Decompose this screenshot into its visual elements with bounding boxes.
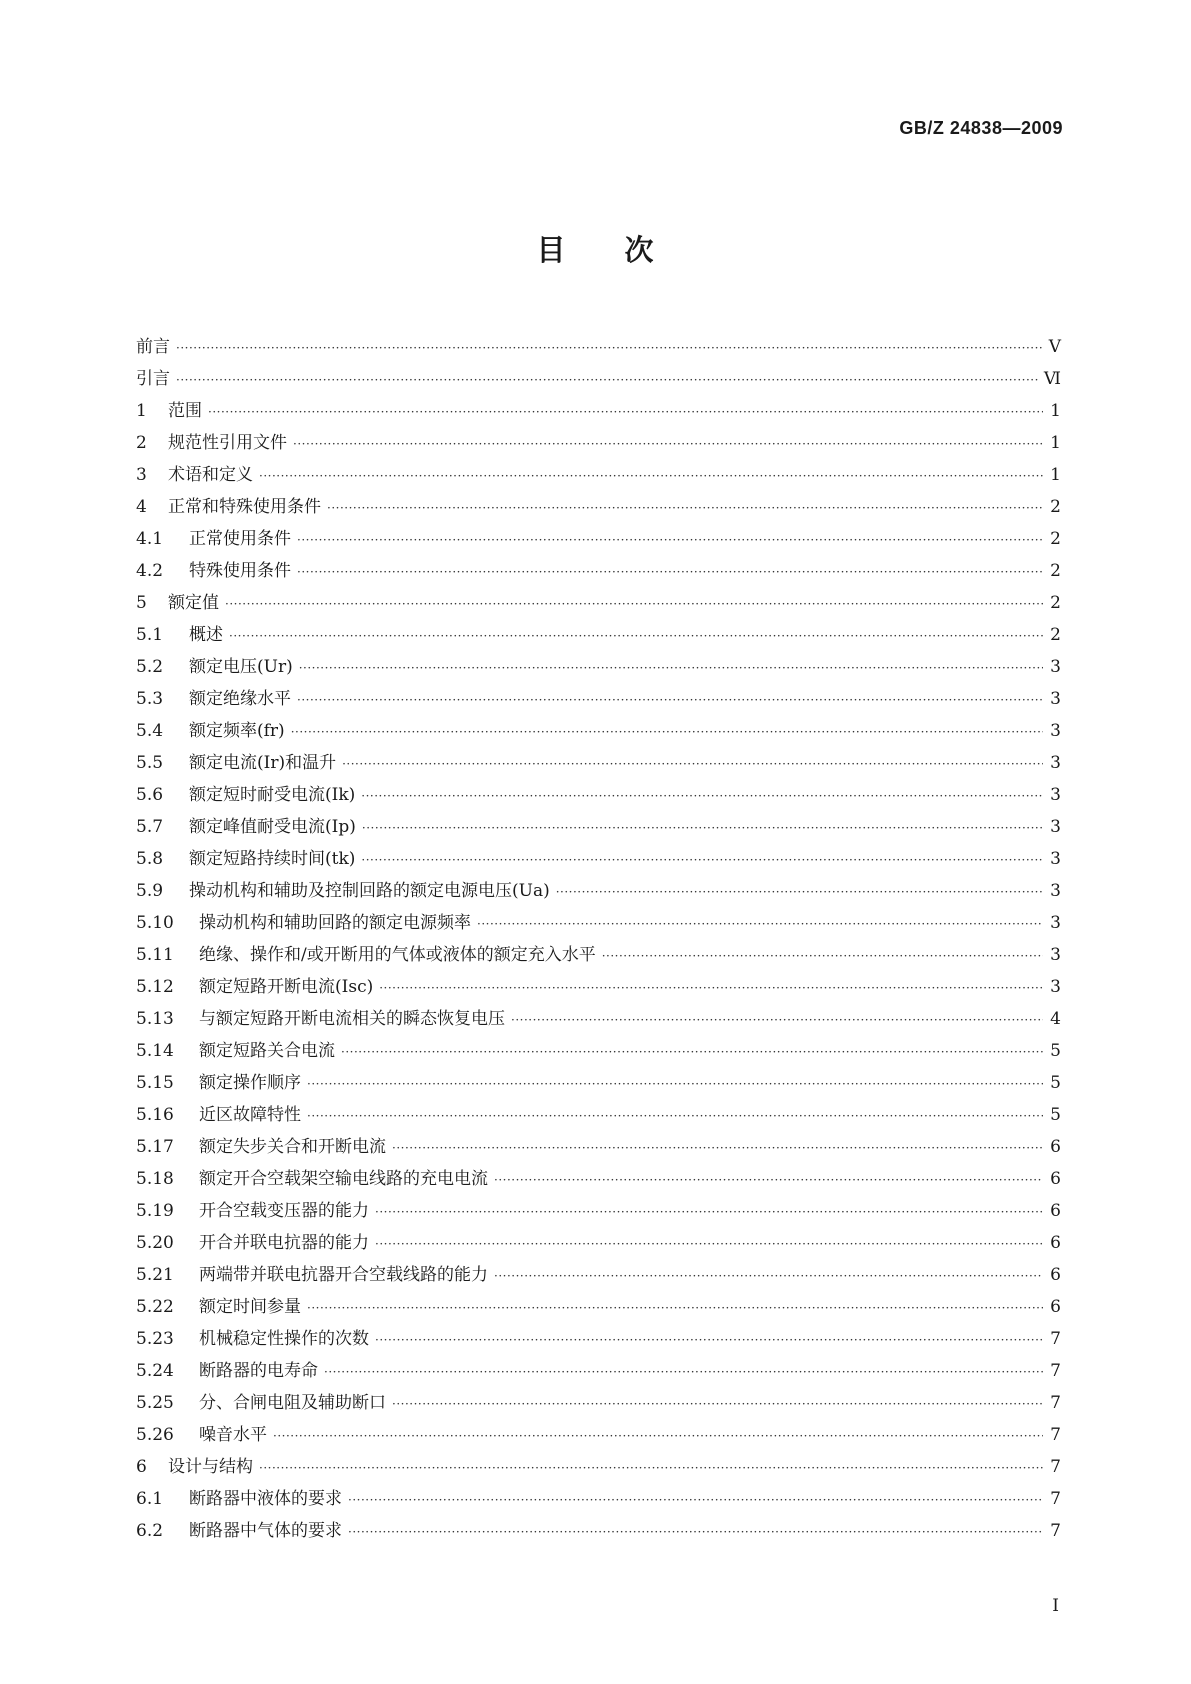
toc-entry-page: 7 [1050, 1425, 1061, 1445]
page-title-part1: 目 [536, 233, 567, 267]
toc-entry-title: 额定绝缘水平 [189, 689, 291, 709]
toc-leader-dots [307, 1292, 1043, 1324]
toc-leader-dots [297, 556, 1043, 588]
toc-entry-number: 5.24 [136, 1361, 174, 1381]
toc-entry[interactable] [136, 1131, 1061, 1163]
toc-entry-page: 6 [1050, 1169, 1061, 1189]
toc-entry-page: 3 [1050, 977, 1061, 997]
toc-entry-number: 5.16 [136, 1105, 174, 1125]
toc-entry-page: 7 [1050, 1489, 1061, 1509]
toc-entry[interactable] [136, 1195, 1061, 1227]
toc-entry-title: 额定失步关合和开断电流 [199, 1137, 386, 1157]
toc-entry-title: 额定电流(Ir)和温升 [189, 753, 337, 773]
toc-leader-dots [307, 1068, 1043, 1100]
toc-entry-page: 3 [1050, 657, 1061, 677]
toc-leader-dots [327, 492, 1043, 524]
toc-entry-title: 操动机构和辅助回路的额定电源频率 [199, 913, 471, 933]
toc-entry-number: 5.5 [136, 753, 164, 773]
toc-leader-dots [176, 332, 1043, 364]
toc-entry-page: 3 [1050, 817, 1061, 837]
toc-entry-number: 3 [136, 465, 147, 485]
toc-entry-page: 7 [1050, 1393, 1061, 1413]
toc-entry[interactable] [136, 1259, 1061, 1291]
toc-entry-title: 两端带并联电抗器开合空载线路的能力 [199, 1265, 488, 1285]
toc-entry-number: 6.1 [136, 1489, 164, 1509]
toc-entry-number: 5.25 [136, 1393, 174, 1413]
toc-entry-page: 4 [1050, 1009, 1061, 1029]
toc-entry-number: 5.2 [136, 657, 164, 677]
toc-entry-number: 5.22 [136, 1297, 174, 1317]
toc-entry-number: 5.19 [136, 1201, 174, 1221]
toc-entry-page: 1 [1050, 465, 1061, 485]
toc-leader-dots [361, 844, 1043, 876]
toc-entry-page: 7 [1050, 1521, 1061, 1541]
toc-entry-title: 特殊使用条件 [189, 561, 291, 581]
toc-entry-title: 前言 [136, 337, 170, 357]
toc-entry-number: 5.7 [136, 817, 164, 837]
toc-entry-title: 额定值 [168, 593, 219, 613]
toc-leader-dots [293, 428, 1043, 460]
toc-entry-number: 4 [136, 497, 147, 517]
toc-leader-dots [511, 1004, 1043, 1036]
toc-entry-page: 1 [1050, 433, 1061, 453]
toc-leader-dots [307, 1100, 1043, 1132]
toc-entry-page: 5 [1050, 1073, 1061, 1093]
toc-entry-page: Ⅴ [1048, 337, 1061, 357]
page-number: I [1052, 1596, 1059, 1616]
toc-entry-page: 2 [1050, 529, 1061, 549]
toc-entry-page: 7 [1050, 1329, 1061, 1349]
toc-entry-number: 5.11 [136, 945, 174, 965]
toc-entry-number: 2 [136, 433, 147, 453]
toc-entry[interactable] [136, 523, 1061, 555]
toc-leader-dots [324, 1356, 1043, 1388]
toc-entry[interactable] [136, 939, 1061, 971]
toc-entry-page: 6 [1050, 1137, 1061, 1157]
toc-leader-dots [375, 1324, 1043, 1356]
toc-entry[interactable] [136, 587, 1061, 619]
toc-entry[interactable] [136, 811, 1061, 843]
toc-leader-dots [494, 1164, 1043, 1196]
toc-entry-title: 操动机构和辅助及控制回路的额定电源电压(Ua) [189, 881, 550, 901]
toc-entry-number: 5.20 [136, 1233, 174, 1253]
toc-entry[interactable] [136, 331, 1061, 363]
toc-entry-title: 概述 [189, 625, 223, 645]
toc-leader-dots [176, 364, 1038, 396]
toc-entry-number: 5.6 [136, 785, 164, 805]
toc-entry-title: 机械稳定性操作的次数 [199, 1329, 369, 1349]
toc-entry-title: 额定峰值耐受电流(Ip) [189, 817, 356, 837]
toc-entry-number: 5.12 [136, 977, 174, 997]
toc-leader-dots [494, 1260, 1043, 1292]
toc-entry[interactable] [136, 1483, 1061, 1515]
toc-leader-dots [379, 972, 1043, 1004]
toc-entry-page: 3 [1050, 785, 1061, 805]
toc-entry-title: 额定短路关合电流 [199, 1041, 335, 1061]
toc-entry[interactable] [136, 555, 1061, 587]
toc-leader-dots [225, 588, 1043, 620]
toc-entry-title: 开合并联电抗器的能力 [199, 1233, 369, 1253]
toc-entry-number: 5.3 [136, 689, 164, 709]
toc-entry-title: 引言 [136, 369, 170, 389]
toc-entry-page: 1 [1050, 401, 1061, 421]
toc-entry-title: 范围 [168, 401, 202, 421]
toc-entry-page: 6 [1050, 1201, 1061, 1221]
toc-entry-title: 额定频率(fr) [189, 721, 285, 741]
page-title [0, 228, 1191, 269]
toc-entry[interactable] [136, 491, 1061, 523]
toc-entry-title: 绝缘、操作和/或开断用的气体或液体的额定充入水平 [199, 945, 596, 965]
toc-entry[interactable] [136, 395, 1061, 427]
toc-entry-title: 断路器中液体的要求 [189, 1489, 342, 1509]
toc-entry[interactable] [136, 1419, 1061, 1451]
toc-entry-page: 5 [1050, 1105, 1061, 1125]
toc-entry-page: Ⅵ [1043, 369, 1061, 389]
toc-leader-dots [602, 940, 1043, 972]
toc-leader-dots [259, 1452, 1043, 1484]
toc-entry-title: 额定开合空载架空输电线路的充电电流 [199, 1169, 488, 1189]
toc-entry-number: 6.2 [136, 1521, 164, 1541]
toc-entry-title: 额定短时耐受电流(Ik) [189, 785, 356, 805]
toc-entry[interactable] [136, 619, 1061, 651]
toc-leader-dots [208, 396, 1043, 428]
toc-entry-title: 术语和定义 [168, 465, 253, 485]
toc-entry-number: 5.9 [136, 881, 164, 901]
toc-leader-dots [299, 652, 1043, 684]
toc-entry[interactable] [136, 907, 1061, 939]
toc-entry[interactable] [136, 1003, 1061, 1035]
toc-leader-dots [477, 908, 1043, 940]
toc-entry-title: 断路器的电寿命 [199, 1361, 318, 1381]
toc-entry[interactable] [136, 1067, 1061, 1099]
toc-entry-title: 额定短路开断电流(Isc) [199, 977, 374, 997]
toc-entry[interactable] [136, 1227, 1061, 1259]
toc-entry[interactable] [136, 1163, 1061, 1195]
toc-entry-number: 5.17 [136, 1137, 174, 1157]
toc-leader-dots [297, 684, 1043, 716]
toc-entry-title: 额定电压(Ur) [189, 657, 293, 677]
toc-entry-title: 规范性引用文件 [168, 433, 287, 453]
toc-entry-page: 3 [1050, 753, 1061, 773]
toc-entry[interactable] [136, 1035, 1061, 1067]
toc-entry-title: 额定操作顺序 [199, 1073, 301, 1093]
toc-entry-number: 4.2 [136, 561, 164, 581]
toc-entry[interactable] [136, 747, 1061, 779]
toc-entry[interactable] [136, 843, 1061, 875]
toc-entry[interactable] [136, 971, 1061, 1003]
toc-entry-page: 6 [1050, 1297, 1061, 1317]
toc-entry[interactable] [136, 1099, 1061, 1131]
toc-entry[interactable] [136, 779, 1061, 811]
toc-leader-dots [291, 716, 1043, 748]
toc-entry[interactable] [136, 1291, 1061, 1323]
toc-entry-page: 7 [1050, 1457, 1061, 1477]
toc-entry-page: 2 [1050, 561, 1061, 581]
toc-entry-title: 分、合闸电阻及辅助断口 [199, 1393, 386, 1413]
toc-entry-title: 近区故障特性 [199, 1105, 301, 1125]
table-of-contents [136, 331, 1061, 1547]
toc-leader-dots [229, 620, 1043, 652]
toc-entry-number: 5 [136, 593, 147, 613]
toc-leader-dots [348, 1516, 1043, 1548]
toc-leader-dots [556, 876, 1043, 908]
toc-leader-dots [342, 748, 1043, 780]
toc-entry[interactable] [136, 651, 1061, 683]
toc-entry-page: 6 [1050, 1265, 1061, 1285]
toc-entry-number: 5.26 [136, 1425, 174, 1445]
toc-entry-number: 5.15 [136, 1073, 174, 1093]
toc-entry-page: 3 [1050, 913, 1061, 933]
toc-leader-dots [297, 524, 1043, 556]
toc-entry-title: 额定时间参量 [199, 1297, 301, 1317]
toc-entry[interactable] [136, 1387, 1061, 1419]
toc-entry-title: 开合空载变压器的能力 [199, 1201, 369, 1221]
toc-entry-page: 3 [1050, 849, 1061, 869]
toc-entry-number: 5.23 [136, 1329, 174, 1349]
toc-leader-dots [259, 460, 1043, 492]
toc-entry-number: 5.10 [136, 913, 174, 933]
toc-entry-page: 2 [1050, 497, 1061, 517]
toc-entry-number: 5.13 [136, 1009, 174, 1029]
toc-entry-page: 2 [1050, 625, 1061, 645]
toc-entry-number: 1 [136, 401, 147, 421]
toc-entry-page: 3 [1050, 689, 1061, 709]
toc-entry-title: 噪音水平 [199, 1425, 267, 1445]
toc-entry-page: 3 [1050, 945, 1061, 965]
toc-entry-number: 5.14 [136, 1041, 174, 1061]
toc-entry-title: 设计与结构 [168, 1457, 253, 1477]
toc-entry-page: 2 [1050, 593, 1061, 613]
toc-entry-number: 5.8 [136, 849, 164, 869]
toc-entry[interactable] [136, 427, 1061, 459]
toc-entry-title: 额定短路持续时间(tk) [189, 849, 356, 869]
toc-entry[interactable] [136, 683, 1061, 715]
toc-entry-page: 3 [1050, 881, 1061, 901]
toc-entry[interactable] [136, 1355, 1061, 1387]
toc-entry-number: 5.21 [136, 1265, 174, 1285]
toc-entry-page: 5 [1050, 1041, 1061, 1061]
toc-entry-title: 断路器中气体的要求 [189, 1521, 342, 1541]
toc-entry[interactable] [136, 875, 1061, 907]
toc-entry[interactable] [136, 363, 1061, 395]
toc-entry-number: 5.18 [136, 1169, 174, 1189]
toc-entry[interactable] [136, 1323, 1061, 1355]
toc-leader-dots [348, 1484, 1043, 1516]
toc-leader-dots [375, 1196, 1043, 1228]
toc-entry-number: 5.4 [136, 721, 164, 741]
toc-entry-number: 5.1 [136, 625, 164, 645]
toc-entry-page: 6 [1050, 1233, 1061, 1253]
toc-entry-number: 6 [136, 1457, 147, 1477]
page-title-part2: 次 [624, 233, 655, 267]
toc-entry-page: 7 [1050, 1361, 1061, 1381]
toc-entry-title: 正常和特殊使用条件 [168, 497, 321, 517]
toc-leader-dots [375, 1228, 1043, 1260]
toc-entry-title: 与额定短路开断电流相关的瞬态恢复电压 [199, 1009, 505, 1029]
toc-entry[interactable] [136, 715, 1061, 747]
toc-entry-page: 3 [1050, 721, 1061, 741]
toc-leader-dots [392, 1388, 1043, 1420]
standard-code: GB/Z 24838—2009 [899, 118, 1063, 138]
toc-entry-title: 正常使用条件 [189, 529, 291, 549]
toc-entry[interactable] [136, 1451, 1061, 1483]
toc-leader-dots [273, 1420, 1043, 1452]
toc-entry-number: 4.1 [136, 529, 164, 549]
toc-leader-dots [392, 1132, 1043, 1164]
toc-leader-dots [341, 1036, 1043, 1068]
toc-entry[interactable] [136, 1515, 1061, 1547]
toc-leader-dots [362, 812, 1043, 844]
toc-entry[interactable] [136, 459, 1061, 491]
toc-leader-dots [361, 780, 1043, 812]
